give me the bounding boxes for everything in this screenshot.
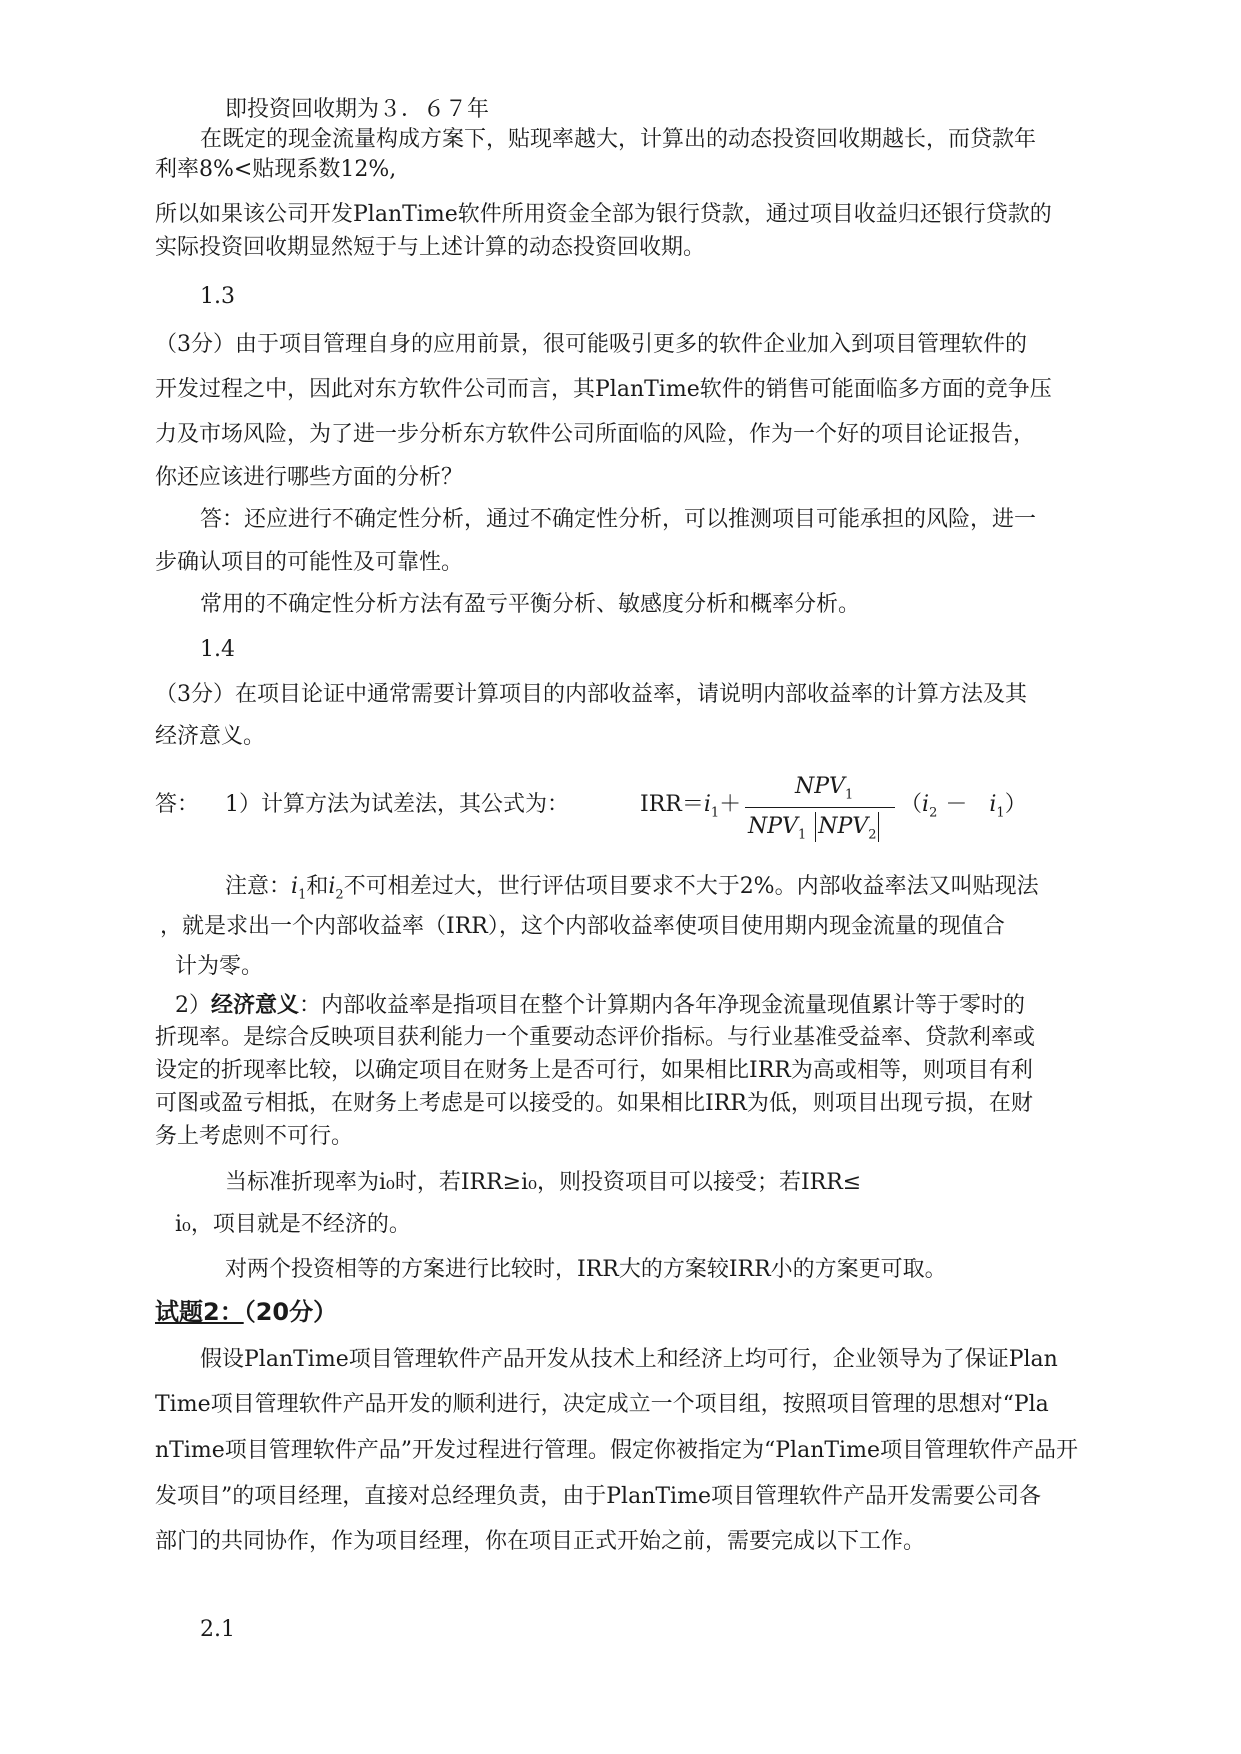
text-line [175, 990, 1025, 1021]
text-line: 你还应该进行哪些方面的分析？ [155, 465, 464, 490]
text-line: 步确认项目的可能性及可靠性。 [155, 550, 464, 575]
formula-var: i [703, 792, 711, 817]
text-line: 答：还应进行不确定性分析，通过不确定性分析，可以推测项目可能承担的风险，进一 [200, 507, 1037, 532]
text-line: 务上考虑则不可行。 [155, 1124, 354, 1149]
note-and: 和 [306, 874, 329, 899]
formula-sub: 1 [298, 887, 307, 903]
formula-minus: － [945, 792, 968, 817]
fraction-bar [745, 807, 895, 808]
text-line: ，就是求出一个内部收益率（IRR），这个内部收益率使项目使用期内现金流量的现值合 [160, 914, 1005, 939]
text-line: 计为零。 [175, 954, 264, 979]
text-line: 经济意义。 [155, 724, 266, 749]
formula-lhs: IRR＝ [640, 792, 704, 817]
bold-term: 经济意义 [211, 992, 300, 1018]
formula-var: i [922, 792, 930, 817]
formula-denominator-2: NPV [818, 814, 869, 839]
formula-var: i [291, 874, 299, 899]
question-title: 试题2： [155, 1298, 244, 1326]
abs-bar-right [878, 812, 879, 842]
abs-bar-left [815, 812, 816, 842]
text-line: 折现率。是综合反映项目获利能力一个重要动态评价指标。与行业基准受益率、贷款利率或 [155, 1025, 1036, 1050]
note-text: 不可相差过大，世行评估项目要求不大于2%。内部收益率法又叫贴现法 [343, 874, 1039, 899]
formula-var: i [989, 792, 997, 817]
answer-label: 答： [155, 792, 200, 817]
text-line: 1）计算方法为试差法，其公式为： [225, 792, 569, 817]
text-line: 常用的不确定性分析方法有盈亏平衡分析、敏感度分析和概率分析。 [200, 592, 861, 617]
text-line: （3分）在项目论证中通常需要计算项目的内部收益率，请说明内部收益率的计算方法及其 [155, 682, 1028, 707]
section-number: 1.3 [200, 284, 235, 309]
text-line: 设定的折现率比较，以确定项目在财务上是否可行，如果相比IRR为高或相等，则项目有利 [155, 1058, 1033, 1083]
text-line: 力及市场风险，为了进一步分析东方软件公司所面临的风险，作为一个好的项目论证报告， [155, 422, 1036, 447]
list-marker: 2） [175, 993, 211, 1018]
formula-plus: ＋ [719, 792, 742, 817]
text-line: 对两个投资相等的方案进行比较时，IRR大的方案较IRR小的方案更可取。 [225, 1257, 947, 1282]
formula-sub: 1 [844, 787, 854, 803]
text-line: 开发过程之中，因此对东方软件公司而言，其PlanTime软件的销售可能面临多方面的竞争压 [155, 377, 1052, 402]
note-label: 注意： [225, 874, 292, 899]
question-heading [155, 1297, 337, 1327]
text-line: 所以如果该公司开发PlanTime软件所用资金全部为银行贷款，通过项目收益归还银行贷款的 [155, 202, 1052, 227]
formula-sub: 2 [868, 827, 877, 843]
text-line: 即投资回收期为３．６７年 [225, 97, 490, 122]
question-points: （20分） [243, 1298, 338, 1326]
text-line: （3分）由于项目管理自身的应用前景，很可能吸引更多的软件企业加入到项目管理软件的 [155, 332, 1028, 357]
formula-sub: 1 [710, 805, 720, 821]
text-line: 可图或盈亏相抵，在财务上考虑是可以接受的。如果相比IRR为低，则项目出现亏损，在财 [155, 1091, 1033, 1116]
formula-sub: 2 [929, 805, 938, 821]
formula-sub: 2 [335, 887, 344, 903]
formula-numerator: NPV [795, 774, 845, 799]
text-line: 利率8%<贴现系数12%, [155, 157, 397, 182]
text-line: i₀，项目就是不经济的。 [175, 1212, 411, 1237]
formula-sub: 1 [797, 827, 807, 843]
text-line: nTime项目管理软件产品”开发过程进行管理。假定你被指定为“PlanTime项目管理软件产品开 [155, 1438, 1078, 1463]
formula-var: i [328, 874, 336, 899]
text-line: 假设PlanTime项目管理软件产品开发从技术上和经济上均可行，企业领导为了保证Plan [200, 1347, 1058, 1372]
formula-open-paren: （ [900, 792, 923, 817]
text-span: ：内部收益率是指项目在整个计算期内各年净现金流量现值累计等于零时的 [299, 993, 1026, 1018]
text-line: Time项目管理软件产品开发的顺利进行，决定成立一个项目组，按照项目管理的思想对“Pla [155, 1392, 1049, 1417]
text-line: 在既定的现金流量构成方案下，贴现率越大，计算出的动态投资回收期越长，而贷款年 [200, 127, 1037, 152]
section-number: 1.4 [200, 637, 235, 662]
section-number: 2.1 [200, 1617, 235, 1642]
text-line: 部门的共同协作，作为项目经理，你在项目正式开始之前，需要完成以下工作。 [155, 1529, 926, 1554]
formula-sub: 1 [996, 805, 1005, 821]
formula-denominator-1: NPV [748, 814, 798, 839]
text-line: 实际投资回收期显然短于与上述计算的动态投资回收期。 [155, 235, 706, 260]
text-line [225, 872, 1039, 910]
formula-close-paren: ） [1004, 792, 1027, 817]
text-line: 当标准折现率为i₀时，若IRR≥i₀，则投资项目可以接受；若IRR≤ [225, 1170, 862, 1195]
text-line: 发项目”的项目经理，直接对总经理负责，由于PlanTime项目管理软件产品开发需要公司各 [155, 1484, 1041, 1509]
